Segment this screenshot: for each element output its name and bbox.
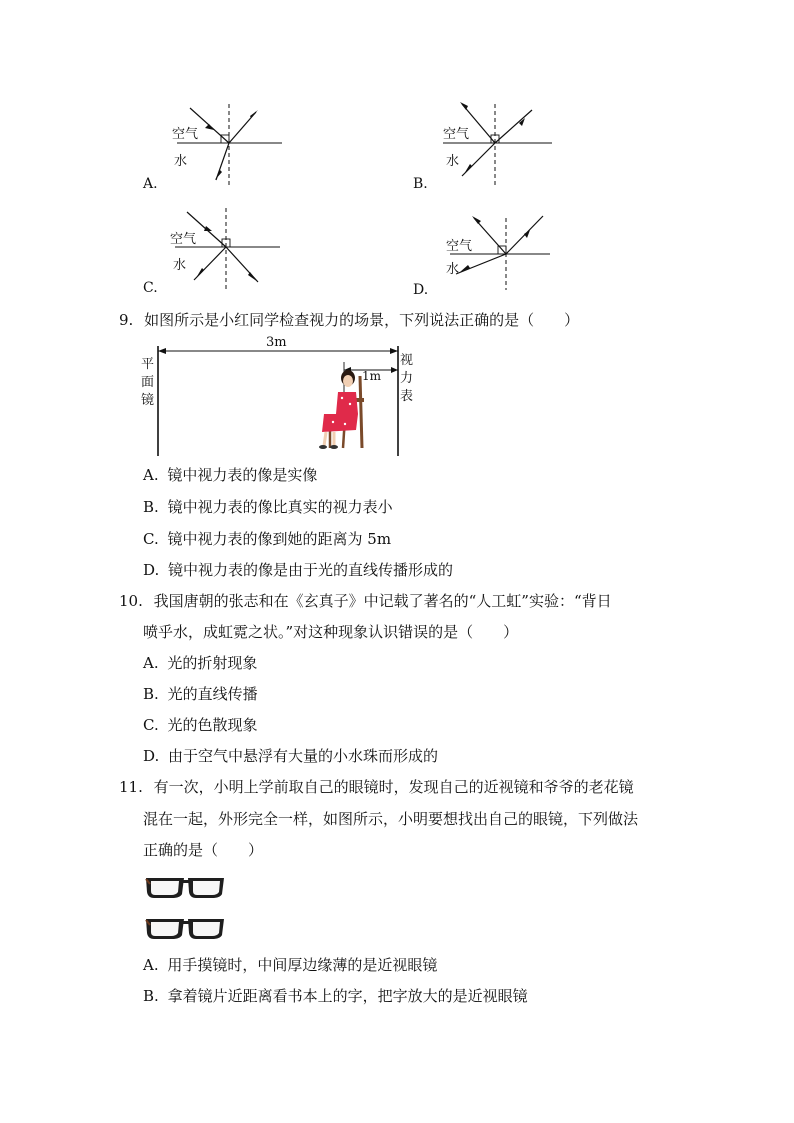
- question-number: 9.: [119, 311, 134, 329]
- question-10: [119, 591, 612, 611]
- option-c-letter[interactable]: C.: [143, 280, 158, 296]
- question-stem-line3: 正确的是（ ）: [143, 841, 264, 859]
- plane-mirror-label: 平面镜: [141, 357, 155, 408]
- option-d[interactable]: [143, 560, 453, 580]
- option-b[interactable]: [143, 684, 258, 704]
- option-letter: A.: [143, 956, 159, 974]
- question-number: 10.: [119, 592, 143, 610]
- water-label: 水: [446, 262, 460, 277]
- option-text: 光的直线传播: [167, 685, 258, 703]
- option-text: 由于空气中悬浮有大量的小水珠而形成的: [168, 747, 439, 765]
- glasses-icon: [144, 913, 226, 943]
- option-a-letter[interactable]: A.: [143, 176, 158, 192]
- option-b-letter[interactable]: B.: [413, 176, 428, 192]
- water-label: 水: [173, 258, 187, 273]
- option-text: 镜中视力表的像到她的距离为 5m: [167, 530, 392, 548]
- option-c[interactable]: [143, 715, 258, 735]
- option-letter: B.: [143, 498, 159, 516]
- option-a[interactable]: [143, 653, 257, 673]
- eye-chart-label: 视力表: [400, 353, 414, 404]
- option-letter: A.: [143, 466, 159, 484]
- option-b[interactable]: [143, 986, 528, 1006]
- option-d-letter[interactable]: D.: [413, 282, 429, 298]
- question-11: [119, 777, 634, 797]
- question-stem-line2: 混在一起，外形完全一样，如图所示，小明要想找出自己的眼镜，下列做法: [143, 810, 639, 828]
- option-a[interactable]: [143, 955, 437, 975]
- option-text: 镜中视力表的像是由于光的直线传播形成的: [168, 561, 454, 579]
- option-text: 镜中视力表的像是实像: [167, 466, 318, 484]
- question-stem-line2: 喷乎水，成虹霓之状。”对这种现象认识错误的是（ ）: [143, 623, 519, 641]
- glasses-icon: [144, 872, 226, 902]
- option-text: 用手摸镜时，中间厚边缘薄的是近视眼镜: [167, 956, 438, 974]
- question-11-line3: [143, 840, 263, 860]
- option-letter: B.: [143, 987, 159, 1005]
- girl-on-chair-icon: [319, 370, 364, 449]
- option-text: 镜中视力表的像比真实的视力表小: [167, 498, 393, 516]
- option-letter: C.: [143, 530, 159, 548]
- air-label: 空气: [443, 127, 470, 142]
- option-a[interactable]: [143, 465, 317, 485]
- question-stem-line1: 有一次，小明上学前取自己的眼镜时，发现自己的近视镜和爷爷的老花镜: [153, 778, 634, 796]
- option-d[interactable]: [143, 746, 438, 766]
- option-letter: A.: [143, 654, 159, 672]
- question-11-line2: [143, 809, 638, 829]
- option-text: 光的色散现象: [167, 716, 258, 734]
- option-text: 拿着镜片近距离看书本上的字，把字放大的是近视眼镜: [167, 987, 528, 1005]
- distance-1m-label: 1m: [362, 369, 382, 383]
- air-label: 空气: [172, 127, 199, 142]
- option-letter: D.: [143, 561, 160, 579]
- eye-test-diagram: [0, 0, 794, 470]
- question-number: 11.: [119, 778, 143, 796]
- question-10-line2: [143, 622, 518, 642]
- water-label: 水: [174, 154, 188, 169]
- option-text: 光的折射现象: [167, 654, 258, 672]
- question-stem-line1: 我国唐朝的张志和在《玄真子》中记载了著名的“人工虹”实验：“背日: [153, 592, 612, 610]
- option-letter: D.: [143, 747, 160, 765]
- distance-3m-label: 3m: [266, 335, 287, 350]
- question-stem: 如图所示是小红同学检查视力的场景，下列说法正确的是（ ）: [144, 311, 580, 329]
- option-letter: C.: [143, 716, 159, 734]
- option-b[interactable]: [143, 497, 393, 517]
- option-c[interactable]: [143, 529, 391, 549]
- air-label: 空气: [170, 232, 197, 247]
- air-label: 空气: [446, 239, 473, 254]
- water-label: 水: [446, 154, 460, 169]
- option-letter: B.: [143, 685, 159, 703]
